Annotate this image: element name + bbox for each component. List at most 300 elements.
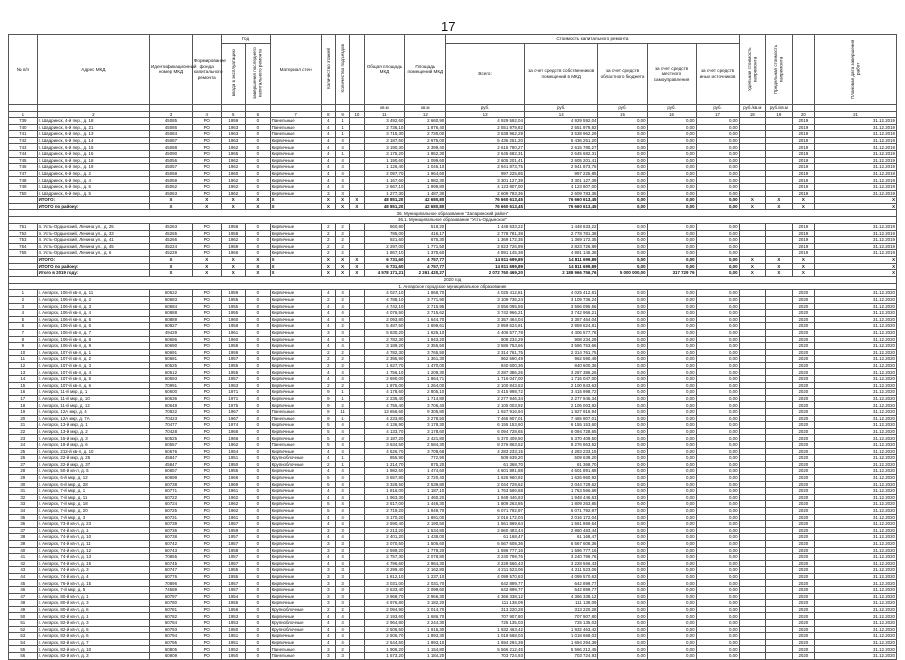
cell-total-area: 4 626,70 <box>364 448 405 455</box>
cell-floors: 4 <box>321 131 335 138</box>
cell-year: 2020 <box>792 389 814 396</box>
cell-cost-total: 4 891 145,38 <box>446 250 525 257</box>
cell-completion-date: 31.12.2020 <box>815 369 897 376</box>
cell-formation: РО <box>192 580 221 587</box>
cell-total-area: 2 506,50 <box>364 626 405 633</box>
cell-blank <box>350 316 364 323</box>
cell-local-budget: 0,00 <box>647 507 696 514</box>
cell-total-area: 4 755,40 <box>364 402 405 409</box>
cell-year-overhaul: 0 <box>246 554 271 561</box>
cell-row-number: 754 <box>9 243 38 250</box>
cell-regional-budget: 0,00 <box>598 606 647 613</box>
cell-completion-date: X <box>815 197 897 204</box>
col-entrances-header: Количество подъездов <box>335 35 349 105</box>
cell-formation: РО <box>192 600 221 607</box>
cell-year-overhaul: 0 <box>246 336 271 343</box>
cell-regional-budget: 0,00 <box>598 376 647 383</box>
cell-total-area: 1 214,70 <box>364 461 405 468</box>
table-row <box>9 633 897 640</box>
cell-owners-funds: 2 044 729,62 <box>524 481 598 488</box>
cell-blank <box>350 157 364 164</box>
cell-completion-date: 31.12.2019 <box>815 131 897 138</box>
cell-living-area: 416,17 <box>405 230 446 237</box>
cell-other-sources: 0,00 <box>696 593 739 600</box>
cell-completion-date: 31.12.2020 <box>815 501 897 508</box>
cell-total-area: 4 136,90 <box>364 422 405 429</box>
cell-regional-budget: 0,00 <box>598 481 647 488</box>
cell-cost-total: 2 016 172,04 <box>446 514 525 521</box>
cell-limit-cost <box>766 488 793 495</box>
cell-id-number: 60593 <box>150 376 193 383</box>
cell-id-number: 45229 <box>150 250 193 257</box>
cell-address: г. Шадринск, 6-й пер., д. 4 <box>37 177 149 184</box>
cell-floors: 9 <box>321 402 335 409</box>
cell-entrances: 1 <box>335 151 349 158</box>
cell-total-area: 2 757,30 <box>364 554 405 561</box>
cell-total-area: 3 175,20 <box>364 151 405 158</box>
cell-owners-funds: 707 907,80 <box>524 613 598 620</box>
cell-completion-date: 31.12.2020 <box>815 402 897 409</box>
cell-blank <box>350 151 364 158</box>
table-row <box>9 567 897 574</box>
cell-year: 2019 <box>792 131 814 138</box>
cell-id-number: 49429 <box>150 329 193 336</box>
cell-total-area: 4 076,50 <box>364 310 405 317</box>
cell-address: г. Ангарск, 74-й кв-л, д. 11 <box>37 540 149 547</box>
cell-specific-cost <box>739 573 766 580</box>
cell-row-number: 5 <box>9 316 38 323</box>
cell-id-number: 45063 <box>150 190 193 197</box>
cell-total-area: 2 590,40 <box>364 521 405 528</box>
cell-entrances: 1 <box>335 131 349 138</box>
cell-year-overhaul: 0 <box>246 527 271 534</box>
cell-year: 2020 <box>792 626 814 633</box>
cell-regional-budget: 0,00 <box>598 633 647 640</box>
cell-formation: РО <box>192 237 221 244</box>
cell-limit-cost <box>766 626 793 633</box>
cell-wall-material: Панельные <box>270 409 321 416</box>
cell-owners-funds: 2 188 966 756,76 <box>524 270 598 277</box>
cell-formation: РО <box>192 376 221 383</box>
cell-year-built: 1967 <box>221 409 246 416</box>
cell-cost-total: 3 287 386,26 <box>446 369 525 376</box>
cell-id-number: 45266 <box>150 237 193 244</box>
cell-regional-budget: 0,00 <box>598 256 647 263</box>
col-regional-header: за счет средств областного бюджета <box>598 44 647 105</box>
cell-entrances: 4 <box>335 626 349 633</box>
table-row <box>9 488 897 495</box>
col-last-overhaul-header: завершения последнего капитального ремонта <box>246 44 271 105</box>
cell-wall-material: Кирпичные <box>270 376 321 383</box>
cell-owners-funds: 1 763 566,68 <box>524 488 598 495</box>
cell-address: г. Ангарск, 106-й кв-л, д. 3 <box>37 303 149 310</box>
cell-local-budget: 0,00 <box>647 521 696 528</box>
cell-formation: РО <box>192 514 221 521</box>
cell-address: ИТОГО по району: <box>37 263 149 270</box>
cell-entrances: 2 <box>335 250 349 257</box>
cell-year-overhaul: 0 <box>246 428 271 435</box>
cell-floors: 4 <box>321 620 335 627</box>
cell-year: 2020 <box>792 547 814 554</box>
cell-formation: РО <box>192 560 221 567</box>
cell-other-sources: 0,00 <box>696 587 739 594</box>
cell-local-budget: 0,00 <box>647 633 696 640</box>
cell-regional-budget: 0,00 <box>598 389 647 396</box>
cell-year-built: 1956 <box>221 606 246 613</box>
cell-row-number: 744 <box>9 151 38 158</box>
cell-owners-funds: 14 811 699,89 <box>524 256 598 263</box>
cell-formation: РО <box>192 455 221 462</box>
cell-floors: 3 <box>321 653 335 660</box>
cell-formation: РО <box>192 646 221 653</box>
cell-other-sources: 0,00 <box>696 435 739 442</box>
cell-specific-cost: X <box>739 256 766 263</box>
section-title: 36. Муниципальное образование "Заларинский район" <box>9 210 897 217</box>
cell-completion-date: 31.12.2020 <box>815 382 897 389</box>
table-row <box>9 144 897 151</box>
cell-year-built: 1962 <box>221 184 246 191</box>
cell-specific-cost <box>739 507 766 514</box>
cell-address: г. Ангарск, 106-й кв-л, д. 7 <box>37 329 149 336</box>
cell-year-built: 1966 <box>221 250 246 257</box>
cell-other-sources: 0,00 <box>696 415 739 422</box>
cell-cost-total: 3 415 998,72 <box>446 389 525 396</box>
cell-living-area: 1 474,60 <box>405 468 446 475</box>
cost-group-header: Стоимость капитального ремонта <box>446 35 739 44</box>
cell-total-area: 4 178,60 <box>364 389 405 396</box>
cell-completion-date: 31.12.2020 <box>815 448 897 455</box>
cell-completion-date: 31.12.2020 <box>815 376 897 383</box>
cell-owners-funds: 4 929 592,04 <box>524 118 598 125</box>
cell-blank <box>350 428 364 435</box>
cell-regional-budget: 0,00 <box>598 626 647 633</box>
cell-completion-date: X <box>815 270 897 277</box>
cell-cost-total: 7 465 907,01 <box>446 415 525 422</box>
cell-entrances: 1 <box>335 461 349 468</box>
cell-local-budget: 0,00 <box>647 461 696 468</box>
cell-specific-cost <box>739 620 766 627</box>
cell-wall-material: Крупноблочные <box>270 461 321 468</box>
cell-specific-cost <box>739 137 766 144</box>
cell-total-area: 785,00 <box>364 230 405 237</box>
cell-regional-budget: 0,00 <box>598 567 647 574</box>
cell-blank <box>350 554 364 561</box>
cell-year: 2020 <box>792 620 814 627</box>
cell-address: г. Ангарск, 82-й кв-л, д. 5 <box>37 626 149 633</box>
cell-cost-total: 6 071 792,97 <box>446 507 525 514</box>
cell-other-sources: 0,00 <box>696 131 739 138</box>
cell-address: г. Ангарск, 107-й кв-л, д. 4 <box>37 369 149 376</box>
cell-row-number: 15 <box>9 382 38 389</box>
cell-total-area: 3 634,50 <box>364 442 405 449</box>
cell-address: г. Ангарск, 7-й мкр, д. 5 <box>37 587 149 594</box>
cell-owners-funds: 3 556 095,56 <box>524 303 598 310</box>
cell-wall-material: Кирпичные <box>270 157 321 164</box>
cell-local-budget: 0,00 <box>647 164 696 171</box>
cell-regional-budget: 0,00 <box>598 468 647 475</box>
cell-limit-cost <box>766 250 793 257</box>
cell-year-overhaul: 0 <box>246 250 271 257</box>
cell-year-overhaul: 0 <box>246 501 271 508</box>
cell-row-number: 49 <box>9 606 38 613</box>
cell-floors: 2 <box>321 606 335 613</box>
cell-row-number: 33 <box>9 501 38 508</box>
cell-total-area: 3 657,80 <box>364 474 405 481</box>
cell-id-number: 45062 <box>150 184 193 191</box>
cell-year-built: 1962 <box>221 494 246 501</box>
table-row <box>9 547 897 554</box>
cell-formation: РО <box>192 296 221 303</box>
cell-living-area: 875,20 <box>405 461 446 468</box>
cell-formation: РО <box>192 639 221 646</box>
cell-other-sources: 0,00 <box>696 389 739 396</box>
cell-living-area: 1 154,80 <box>405 646 446 653</box>
page-number: 17 <box>441 19 456 34</box>
cell-limit-cost <box>766 118 793 125</box>
cell-year-overhaul: 0 <box>246 455 271 462</box>
section-header-row <box>9 276 897 283</box>
cell-wall-material: Кирпичные <box>270 395 321 402</box>
section-title: 2020 год <box>9 276 897 283</box>
cell-year-built: 1951 <box>221 455 246 462</box>
cell-wall-material: Кирпичные <box>270 580 321 587</box>
cell-owners-funds: 2 860 483,44 <box>524 527 598 534</box>
cell-address: г. Ангарск, 12А мкр, д. 7А <box>37 415 149 422</box>
cell-total-area: 4 133,70 <box>364 428 405 435</box>
cell-living-area: 1 699,61 <box>405 323 446 330</box>
cell-specific-cost <box>739 580 766 587</box>
cell-cost-total: 1 716 047,00 <box>446 376 525 383</box>
cell-floors: X <box>321 256 335 263</box>
cell-total-area: 1 875,00 <box>364 382 405 389</box>
cell-blank <box>350 389 364 396</box>
cell-id-number: 45847 <box>150 455 193 462</box>
cell-year: 2020 <box>792 639 814 646</box>
cell-id-number: 45224 <box>150 243 193 250</box>
cell-entrances: 3 <box>335 587 349 594</box>
cell-specific-cost <box>739 336 766 343</box>
table-row <box>9 422 897 429</box>
cell-address: г. Ангарск, 106-й кв-л, д. 9 <box>37 343 149 350</box>
cell-id-number: 60739 <box>150 521 193 528</box>
cell-address: г. Ангарск, 12А мкр, д. 4 <box>37 409 149 416</box>
cell-row-number: 8 <box>9 336 38 343</box>
cell-completion-date: 31.12.2019 <box>815 124 897 131</box>
cell-year-built: X <box>221 263 246 270</box>
cell-completion-date: X <box>815 263 897 270</box>
cell-formation: РО <box>192 567 221 574</box>
cell-owners-funds: 3 109 736,24 <box>524 296 598 303</box>
cell-formation: РО <box>192 349 221 356</box>
cell-entrances: 1 <box>335 124 349 131</box>
cell-year: 2019 <box>792 118 814 125</box>
cell-owners-funds: 4 406 577,78 <box>524 329 598 336</box>
cell-blank <box>350 395 364 402</box>
cell-owners-funds: 4 366 338,12 <box>524 593 598 600</box>
cell-year-overhaul: 0 <box>246 230 271 237</box>
cell-year-built: 1953 <box>221 382 246 389</box>
cell-other-sources: 0,00 <box>696 455 739 462</box>
cell-owners-funds: 1 948 446,63 <box>524 494 598 501</box>
cell-year: 2019 <box>792 157 814 164</box>
cell-specific-cost <box>739 369 766 376</box>
cell-year: 2020 <box>792 428 814 435</box>
cell-local-budget: 0,00 <box>647 197 696 204</box>
cell-completion-date: 31.12.2020 <box>815 296 897 303</box>
cell-row-number: 748 <box>9 177 38 184</box>
cell-id-number: 60690 <box>150 343 193 350</box>
cell-specific-cost <box>739 190 766 197</box>
cell-limit-cost <box>766 580 793 587</box>
cell-living-area: 2 078,80 <box>405 554 446 561</box>
cell-specific-cost <box>739 389 766 396</box>
cell-entrances: 4 <box>335 442 349 449</box>
cell-row-number: 45 <box>9 580 38 587</box>
cell-living-area: 2 162,80 <box>405 567 446 574</box>
cell-row-number: 750 <box>9 190 38 197</box>
cell-address: г. Ангарск, 82-й кв-л, д. 1 <box>37 613 149 620</box>
cell-specific-cost <box>739 488 766 495</box>
cell-year-built: 1950 <box>221 653 246 660</box>
cell-wall-material: Крупноблочные <box>270 455 321 462</box>
cell-formation: РО <box>192 157 221 164</box>
cell-limit-cost <box>766 494 793 501</box>
cell-total-area: 3 031,00 <box>364 580 405 587</box>
cell-local-budget: 0,00 <box>647 323 696 330</box>
cell-floors: 4 <box>321 494 335 501</box>
cell-wall-material: Кирпичные <box>270 481 321 488</box>
cell-completion-date: 31.12.2020 <box>815 633 897 640</box>
cell-id-number: 60676 <box>150 448 193 455</box>
cell-regional-budget: 0,00 <box>598 409 647 416</box>
cell-floors: 3 <box>321 593 335 600</box>
cell-blank <box>350 137 364 144</box>
cell-year-built: 1957 <box>221 376 246 383</box>
cell-local-budget: 0,00 <box>647 560 696 567</box>
cell-specific-cost <box>739 376 766 383</box>
table-row <box>9 481 897 488</box>
cell-wall-material: Кирпичные <box>270 177 321 184</box>
cell-completion-date: 31.12.2019 <box>815 170 897 177</box>
cell-entrances: 3 <box>335 600 349 607</box>
cell-total-area: 2 544,50 <box>364 639 405 646</box>
cell-completion-date: 31.12.2020 <box>815 488 897 495</box>
cell-id-number: 60771 <box>150 488 193 495</box>
cell-other-sources: 0,00 <box>696 263 739 270</box>
cell-limit-cost <box>766 151 793 158</box>
cell-blank <box>350 580 364 587</box>
cell-year-overhaul: 0 <box>246 468 271 475</box>
cell-completion-date: 31.12.2019 <box>815 224 897 231</box>
cell-local-budget: 0,00 <box>647 580 696 587</box>
cell-id-number: 60794 <box>150 633 193 640</box>
cell-living-area: 3 708,68 <box>405 448 446 455</box>
cell-total-area: 1 756,10 <box>364 369 405 376</box>
cell-year-built: 1959 <box>221 527 246 534</box>
cell-address: г. Ангарск, 74-й кв-л, д. 12 <box>37 547 149 554</box>
cell-year-overhaul: 0 <box>246 323 271 330</box>
cell-year-built: 1963 <box>221 131 246 138</box>
cell-floors: 2 <box>321 349 335 356</box>
cell-limit-cost <box>766 157 793 164</box>
cell-completion-date: 31.12.2019 <box>815 250 897 257</box>
cell-local-budget: 0,00 <box>647 587 696 594</box>
cell-local-budget: 0,00 <box>647 422 696 429</box>
cell-floors: 4 <box>321 613 335 620</box>
cell-entrances: 4 <box>335 310 349 317</box>
cell-floors: 4 <box>321 521 335 528</box>
cell-living-area: 2 421,80 <box>405 435 446 442</box>
cell-owners-funds: 313 220,28 <box>524 606 598 613</box>
cell-cost-total: 1 809 263,85 <box>446 501 525 508</box>
cell-year-built: 1959 <box>221 349 246 356</box>
cell-cost-total: 111 138,09 <box>446 600 525 607</box>
total-row <box>9 256 897 263</box>
cell-formation: РО <box>192 422 221 429</box>
cell-year-built: 1966 <box>221 435 246 442</box>
cell-completion-date: 31.12.2020 <box>815 580 897 587</box>
cell-year-overhaul: 0 <box>246 184 271 191</box>
cell-regional-budget: 0,00 <box>598 514 647 521</box>
cell-formation: РО <box>192 402 221 409</box>
cell-wall-material: Кирпичные <box>270 448 321 455</box>
cell-completion-date: X <box>815 256 897 263</box>
cell-specific-cost <box>739 323 766 330</box>
cell-entrances: 2 <box>335 230 349 237</box>
cell-year-overhaul: 0 <box>246 157 271 164</box>
cell-year-overhaul: 0 <box>246 580 271 587</box>
cell-living-area: 4 757,77 <box>405 256 446 263</box>
cell-owners-funds: 3 538 962,29 <box>524 131 598 138</box>
cell-formation: РО <box>192 343 221 350</box>
cell-floors: 2 <box>321 237 335 244</box>
cell-regional-budget: 0,00 <box>598 448 647 455</box>
cell-limit-cost <box>766 442 793 449</box>
cell-wall-material: Кирпичные <box>270 554 321 561</box>
cell-total-area: 1 906,20 <box>364 646 405 653</box>
cell-year: 2020 <box>792 633 814 640</box>
cell-owners-funds: 962 590,49 <box>524 356 598 363</box>
cell-year-built: 1955 <box>221 296 246 303</box>
cell-living-area: 1 264,00 <box>405 382 446 389</box>
total-row <box>9 270 897 277</box>
cell-entrances: 1 <box>335 118 349 125</box>
cell-owners-funds: 1 018 668,03 <box>524 633 598 640</box>
cell-cost-total: 8 276 863,52 <box>446 442 525 449</box>
cell-blank <box>350 547 364 554</box>
cell-total-area: 2 297,00 <box>364 243 405 250</box>
cell-limit-cost <box>766 170 793 177</box>
cell-year-built: 1953 <box>221 613 246 620</box>
cell-limit-cost <box>766 455 793 462</box>
cell-wall-material: Кирпичные <box>270 349 321 356</box>
cell-owners-funds: 7 465 907,01 <box>524 415 598 422</box>
table-row <box>9 184 897 191</box>
cell-year-built: 1967 <box>221 415 246 422</box>
cell-owners-funds: 5 436 251,20 <box>524 137 598 144</box>
cell-row-number: 743 <box>9 144 38 151</box>
cell-limit-cost <box>766 507 793 514</box>
cell-formation: РО <box>192 389 221 396</box>
cell-address: г. Ангарск, 106-й кв-л, д. 8 <box>37 336 149 343</box>
cell-entrances: 3 <box>335 329 349 336</box>
cell-year-overhaul: 0 <box>246 329 271 336</box>
cell-total-area: 2 599,20 <box>364 547 405 554</box>
cell-year-overhaul: 0 <box>246 626 271 633</box>
cell-limit-cost <box>766 316 793 323</box>
cell-owners-funds: 3 287 386,26 <box>524 369 598 376</box>
cell-row-number: 36 <box>9 521 38 528</box>
